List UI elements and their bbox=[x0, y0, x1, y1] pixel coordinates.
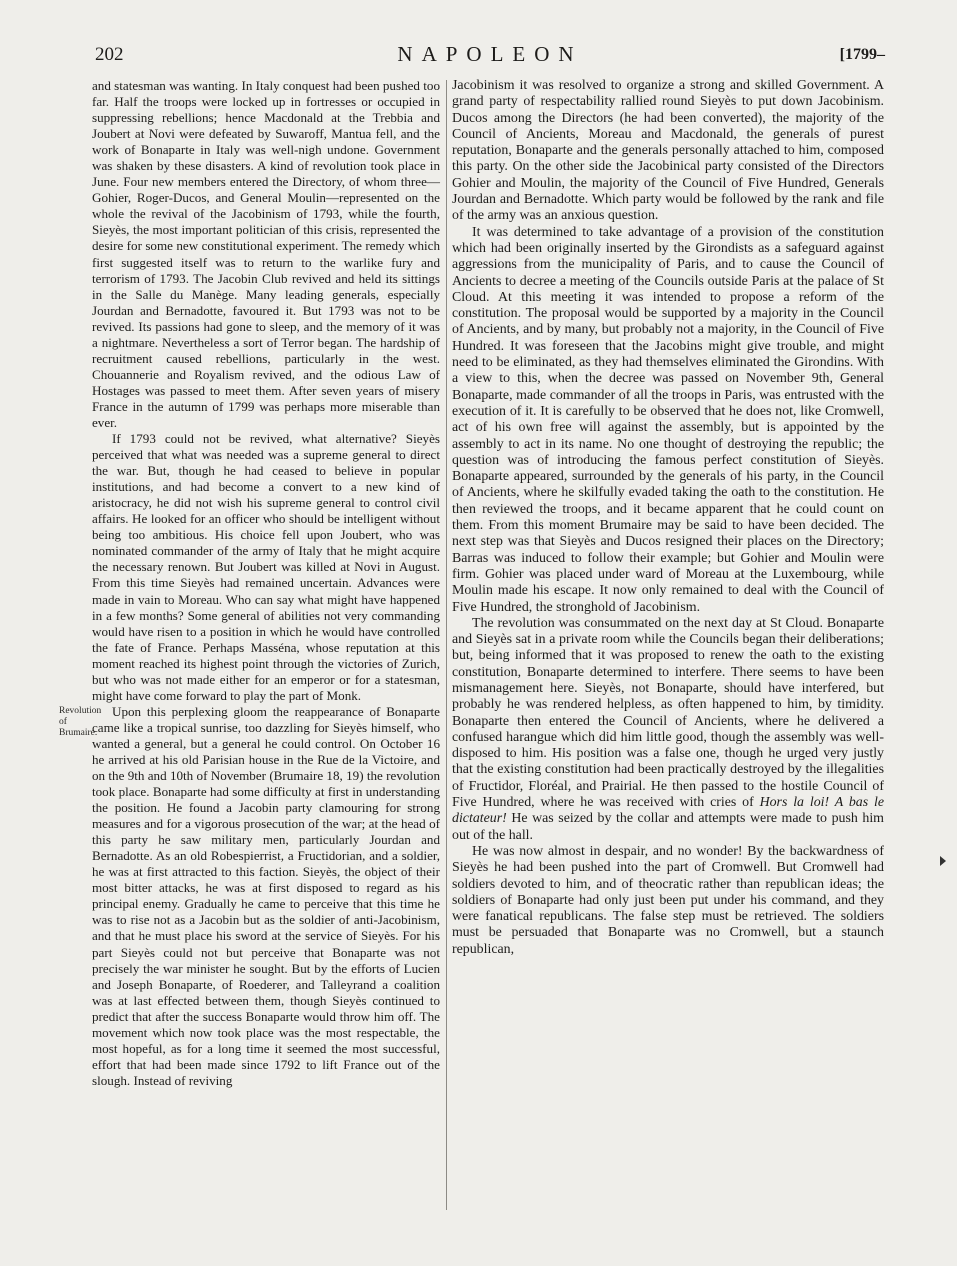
left-column bbox=[59, 78, 440, 1089]
text-run: He was seized by the collar and attempts were made to push him out of the hall. bbox=[452, 811, 884, 843]
page-number: 202 bbox=[95, 44, 124, 65]
left-column-text bbox=[59, 78, 440, 1089]
paragraph: It was determined to take advantage of a provision of the constitution which had been originally inserted by the Girondists as a safeguard against aggressions from the municipality of Paris, and to cause the Council of Ancients to decree a meeting of the Councils outside Paris at the palace of St Cloud. At this meeting it was intended to propose a reform of the constitution. The proposal would be supported by a majority in the Council of Ancients, and by many, but probably not a majority, in the Council of Five Hundred. It was foreseen that the Jacobins might give trouble, and might need to be eliminated, as they had themselves eliminated the Girondins. With a view to this, when the decree was passed on November 9th, General Bonaparte, made commander of all the troops in Paris, was entrusted with the execution of it. It is carefully to be observed that he does not, like Cromwell, act of his own free will against the assembly, but is appointed by the assembly to act in its name. No one thought of destroying the republic; the question was of introducing the famous perfect constitution of Sieyès. Bonaparte appeared, surrounded by the generals of his party, in the Council of Ancients, where he skilfully evaded taking the oath to the constitution. He then reviewed the troops, and it became apparent that he could count on them. From this moment Brumaire may be said to have been decided. The next step was that Sieyès and Ducos resigned their places on the Directory; Barras was induced to follow their example; but Gohier and Moulin were firm. Gohier was placed under ward of Moreau at the Luxembourg, while Moulin made his escape. It now only remained to deal with the Council of Five Hundred, the stronghold of Jacobinism. bbox=[452, 224, 884, 615]
paragraph: He was now almost in despair, and no wonder! By the backwardness of Sieyès he had been pushed into the part of Cromwell. But Cromwell had soldiers devoted to him, and of theocratic rather than republican ideas; the soldiers of Bonaparte had only just been put under his command, and they were fanatical republicans. The false step must be retrieved. The soldiers must be persuaded that Bonaparte was no Cromwell, but a staunch republican, bbox=[452, 843, 884, 957]
text-run: The revolution was consummated on the next day at St Cloud. Bonaparte and Sieyès sat in a private room while the Councils began their deliberations; but, being informed that it was proposed to renew the oath to the existing constitution, Bonaparte determined to interfere. There seems to have been mismanagement here. Sieyès, not Bonaparte, should have interfered, but probably he was rendered helpless, as often happened to him, by timidity. Bonaparte then entered the Council of Ancients, where he delivered a confused harangue which did him little good, though the assembly was well-disposed to him. His position was a false one, though he urged very justly that the existing constitution had been practically destroyed by the illegalities of Fructidor, Floréal, and Prairial. He then passed to the hostile Council of Five Hundred, where he was received with cries of bbox=[452, 615, 884, 811]
page-edge-arrow-icon bbox=[940, 856, 946, 866]
paragraph: and statesman was wanting. In Italy conquest had been pushed too far. Half the troops were locked up in fortresses or occupied in suppressing rebellions; hence Macdonald at the Trebbia and Joubert at Novi were defeated by Suwaroff, Mantua fell, and the work of Bonaparte in Italy was well-nigh undone. Government was shaken by these disasters. A kind of revolution took place in June. Four new members entered the Directory, of whom three—Gohier, Roger-Ducos, and General Moulin—represented on the whole the revival of the Jacobinism of 1793, while the fourth, Sieyès, the most important politician of this crisis, represented the desire for some new constitutional experiment. The remedy which first suggested itself was to return to the warlike fury and terrorism of 1793. The Jacobin Club revived and held its sittings in the Salle du Manège. Many leading generals, especially Jourdan and Bernadotte, favoured it. But 1793 was not to be revived. Its passions had gone to sleep, and the memory of it was a nightmare. Nevertheless a sort of Terror began. The hardship of recruitment caused rebellions, particularly in the west. Chouannerie and Royalism revived, and the odious Law of Hostages was passed to meet them. After seven years of misery France in the autumn of 1799 was perhaps more miserable than ever. bbox=[92, 78, 440, 430]
paragraph: If 1793 could not be revived, what alternative? Sieyès perceived that what was needed was a supreme general to direct the war. But, though he had ceased to believe in popular institutions, and had become a convert to a new kind of aristocracy, he did not wish his supreme general to control civil affairs. He looked for an officer who should be intelligent without being too ambitious. His choice fell upon Joubert, who was nominated commander of the army of Italy that he might acquire the necessary renown. But Joubert was killed at Novi in August. From this time Sieyès had remained uncertain. Advances were made in vain to Moreau. Who can say what might have happened in a few months? Some general of abilities not very commanding would have risen to a position in which he would have controlled the fate of France. Perhaps Masséna, whose reputation at this moment reached its highest point through the victories of Zurich, but who was not made either for an emperor or for a statesman, might have come forward to play the part of Monk. bbox=[92, 431, 440, 703]
running-title: NAPOLEON bbox=[397, 42, 583, 66]
page-header bbox=[95, 40, 885, 74]
paragraph-with-sidenote bbox=[59, 703, 440, 1089]
running-date: [1799– bbox=[839, 46, 885, 63]
paragraph: Jacobinism it was resolved to organize a strong and skilled Government. A grand party of respectability rallied round Sieyès to put down Jacobinism. Ducos among the Directors (he had been converted), the majority of the Council of Ancients, Moreau and Macdonald, the generals of purest reputation, Bonaparte and the generals personally attached to him, composed this party. On the other side the Jacobinical party consisted of the Directors Gohier and Moulin, the majority of the Council of Five Hundred, Generals Jourdan and Bernadotte. Which party would be followed by the rank and file of the army was an anxious question. bbox=[452, 78, 884, 224]
italic-cry: Hors la loi! A bas le dictateur! bbox=[452, 795, 884, 827]
column-divider bbox=[446, 80, 447, 1210]
paragraph: Upon this perplexing gloom the reappearance of Bonaparte came like a tropical sunrise, too dazzling for Sieyès himself, who wanted a general, but a general he could control. On October 16 he arrived at his old Parisian house in the Rue de la Victoire, and on the 9th and 10th of November (Brumaire 18, 19) the revolution took place. Bonaparte had some difficulty at first in understanding the position. He found a Jacobin party clamouring for strong measures and for a vigorous prosecution of the war; at the head of this party he saw military men, particularly Jourdan and Bernadotte. As an old Robespierrist, a Fructidorian, and a soldier, he was at first attracted to this faction. Sieyès, the object of their most bitter attacks, he was at first disposed to regard as his principal enemy. Gradually he came to perceive that this time he was to rise not as a Jacobin but as the soldier of anti-Jacobinism, and that he must place his sword at the service of Sieyès. For his part Sieyès could not but perceive that Bonaparte was not precisely the war minister he sought. But by the efforts of Lucien and Joseph Bonaparte, of Roederer, and Talleyrand a coalition was at last effected between them, though Sieyès continued to predict that after the success Bonaparte would throw him off. The movement which now took place was the most respectable, the most hopeful, as for a long time it seemed the most successful, effort that had been made since 1792 to lift France out of the slough. Instead of reviving bbox=[92, 703, 440, 1088]
right-column bbox=[452, 78, 884, 958]
margin-sidenote: Revolution of Brumaire. bbox=[59, 705, 102, 738]
paragraph bbox=[452, 616, 884, 844]
